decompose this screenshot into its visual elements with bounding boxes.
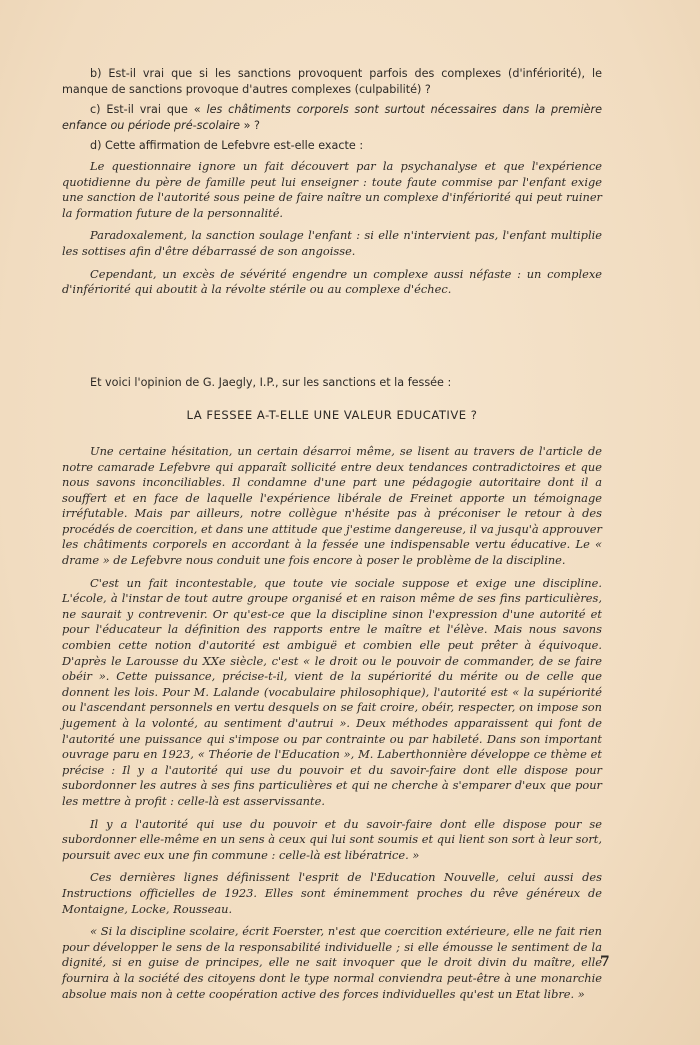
question-b: b) Est-il vrai que si les sanctions provoquent parfois des complexes (d'infériorité), le manque de sanctions provoque d'autres complexes (culpabilité) ? xyxy=(62,67,602,96)
page-number: 7 xyxy=(600,954,610,970)
page-body xyxy=(62,66,602,1009)
answer-paragraph: Cependant, un excès de sévérité engendre un complexe aussi néfaste : un complexe d'infériorité qui aboutit à la révolte stérile ou au complexe d'échec. xyxy=(62,266,602,297)
question-d: d) Cette affirmation de Lefebvre est-elle exacte : xyxy=(90,139,364,153)
question-c-suffix: » ? xyxy=(240,118,260,132)
article-paragraph: Une certaine hésitation, un certain désarroi même, se lisent au travers de l'article de notre camarade Lefebvre qui apparaît sollicité entre deux tendances contradictoires et que nous savons inconciliables. Il condamne d'une part une pédagogie autoritaire dont il a souffert et en face de laquelle l'expérience libérale de Freinet apporte un témoignage irréfutable. Mais par ailleurs, notre collègue n'hésite pas à préconiser le retour à des procédés de coercition, et dans une attitude que j'estime dangereuse, il va jusqu'à approuver les châtiments corporels en accordant à la fessée une indispensable vertu éducative. Le « drame » de Lefebvre nous conduit une fois encore à poser le problème de la discipline. xyxy=(62,443,602,568)
article-paragraph: C'est un fait incontestable, que toute vie sociale suppose et exige une discipline. L'école, à l'instar de tout autre groupe organisé et en raison même de ses fins particulières, ne saurait y contrevenir. Or qu'est-ce que la discipline sinon l'expression d'une autorité et pour l'éducateur la définition des rapports entre le maître et l'élève. Mais nous savons combien cette notion d'autorité est ambiguë et combien elle peut prêter à équivoque. D'après le Larousse du XXe siècle, c'est « le droit ou le pouvoir de commander, de se faire obéir ». Cette puissance, précise-t-il, vient de la supériorité du mérite ou de celle que donnent les lois. Pour M. Lalande (vocabulaire philosophique), l'autorité est « la supériorité ou l'ascendant personnels en vertu desquels on se fait croire, obéir, respecter, on impose son jugement à la volonté, au sentiment d'autrui ». Deux méthodes apparaissent qui font de l'autorité une puissance qui s'impose ou par contrainte ou par habileté. Dans son important ouvrage paru en 1923, « Théorie de l'Education », M. Laberthonnière développe ce thème et précise : Il y a l'autorité qui use du pouvoir et du savoir-faire dont elle dispose pour subordonner les autres à ses fins particulières et qui ne cherche à s'emparer d'eux que pour les mettre à profit : celle-là est asservissante. xyxy=(62,575,602,808)
article-paragraph: Ces dernières lignes définissent l'esprit de l'Education Nouvelle, celui aussi des Instructions officielles de 1923. Elles sont éminemment proches du rêve généreux de Montaigne, Locke, Rousseau. xyxy=(62,870,602,916)
article-title: LA FESSEE A-T-ELLE UNE VALEUR EDUCATIVE ? xyxy=(186,408,478,423)
article-paragraph: Il y a l'autorité qui use du pouvoir et du savoir-faire dont elle dispose pour se subordonner elle-même en un sens à ceux qui lui sont soumis et qui lient son sort à leur sort, poursuit avec eux une fin commune : celle-là est libératrice. » xyxy=(62,816,602,862)
question-c-quote: les châtiments corporels sont surtout nécessaires dans la première enfance ou période pré-scolaire xyxy=(62,103,603,132)
section-spacer xyxy=(62,305,602,375)
question-c-prefix: c) Est-il vrai que « xyxy=(90,103,207,117)
intro-line: Et voici l'opinion de G. Jaegly, I.P., sur les sanctions et la fessée : xyxy=(90,375,452,389)
question-c xyxy=(62,102,602,133)
article-paragraph: « Si la discipline scolaire, écrit Foerster, n'est que coercition extérieure, elle ne fait rien pour développer le sens de la responsabilité individuelle ; si elle émousse le sentiment de la dignité, si en guise de principes, elle ne sait invoquer que le droit divin du maître, elle fournira à la société des citoyens dont le type normal conviendra peut-être à une monarchie absolue mais non à cette coopération active des forces individuelles qu'est un Etat libre. » xyxy=(62,924,602,1001)
answer-paragraph: Le questionnaire ignore un fait découvert par la psychanalyse et que l'expérience quotidienne du père de famille peut lui enseigner : toute faute commise par l'enfant exige une sanction de l'autorité sous peine de faire naître un complexe d'infériorité qui peut ruiner la formation future de la personnalité. xyxy=(62,158,602,220)
answer-paragraph: Paradoxalement, la sanction soulage l'enfant : si elle n'intervient pas, l'enfant multiplie les sottises afin d'être débarrassé de son angoisse. xyxy=(62,228,602,258)
